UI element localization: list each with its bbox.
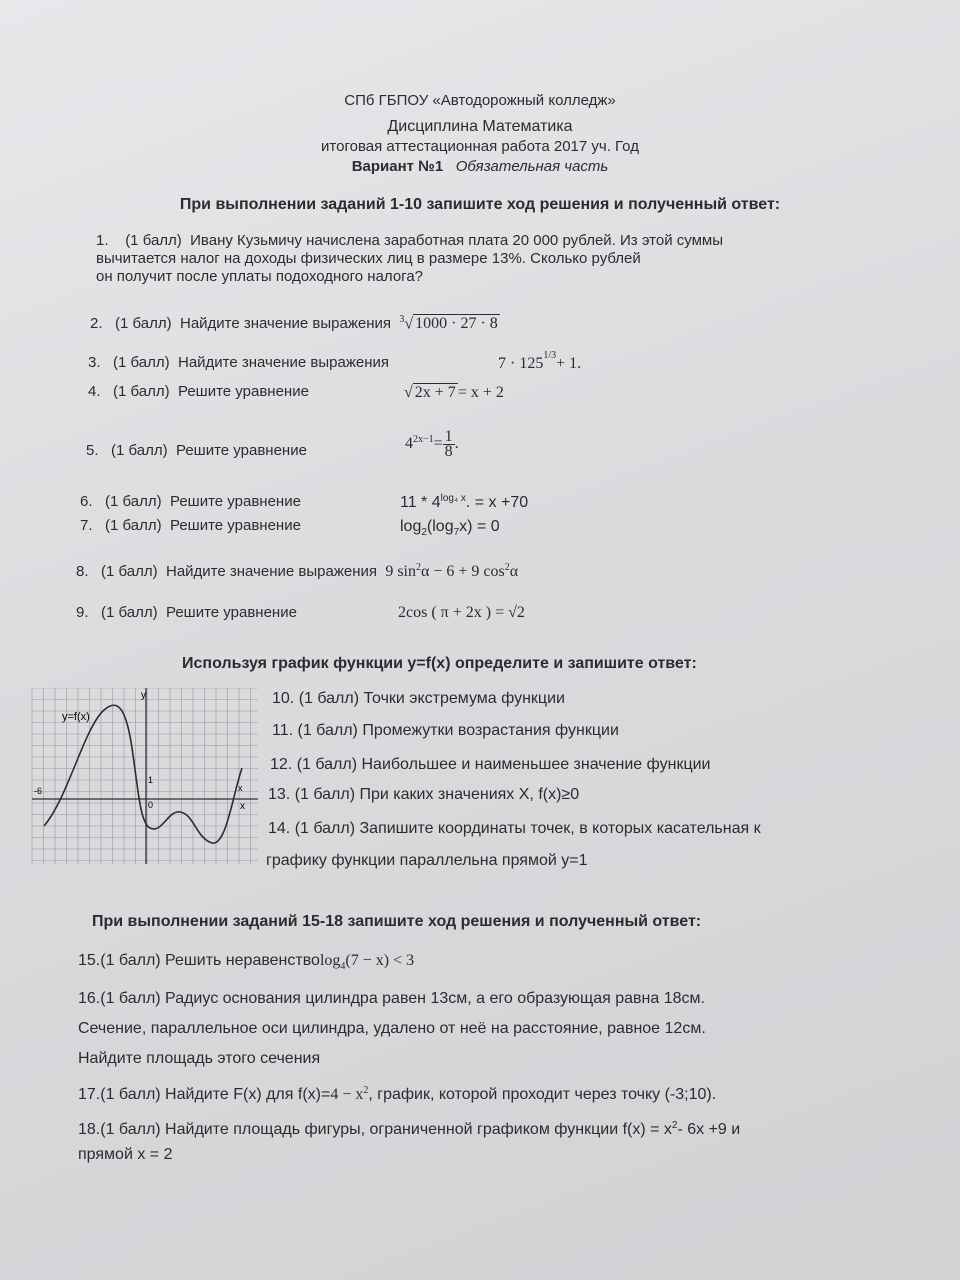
function-graph <box>28 688 260 864</box>
task-points: (1 балл) <box>105 517 162 534</box>
root-index: 3 <box>399 314 405 325</box>
denominator: 8 <box>444 443 453 460</box>
exponent: log₄ x <box>440 493 466 504</box>
task-2 <box>90 314 500 333</box>
equals: = <box>433 435 443 453</box>
task-number: 1. <box>96 232 109 249</box>
task-17 <box>78 1085 716 1104</box>
task-text: Найдите значение выражения <box>165 563 377 581</box>
task-16-line2: Сечение, параллельное оси цилиндра, удалено от неё на расстояние, равное 12см. <box>78 1020 706 1037</box>
exponent: 2x−1 <box>413 433 434 445</box>
power: 2 <box>671 1120 678 1131</box>
task-3 <box>88 354 389 371</box>
sin-power: 2 <box>416 562 421 573</box>
task-text-tail: - 6x +9 и <box>677 1121 741 1139</box>
function-curve <box>44 705 242 843</box>
task-15 <box>78 952 414 972</box>
inequality-tail: (7 − x) < 3 <box>345 952 415 969</box>
task-points: (1 балл) <box>101 563 158 581</box>
task-1-line3: он получит после уплаты подоходного налога? <box>96 268 423 285</box>
task-9 <box>76 604 297 621</box>
task-text: Решите уравнение <box>175 442 307 459</box>
cube-root-expression: $^3$√ 1000 · 27 · 8 <box>399 314 498 333</box>
task-4 <box>88 383 309 400</box>
log-outer: log <box>400 518 422 535</box>
task-number: 8. <box>76 563 89 581</box>
radicand: 1000 · 27 · 8 <box>415 315 498 333</box>
task-points: (1 балл) <box>125 232 182 249</box>
power: 2 <box>363 1085 369 1096</box>
cos-term: α − 6 + 9 cos <box>421 563 505 581</box>
task-text: 15.(1 балл) Решить неравенство <box>78 952 320 969</box>
task-14: 14. (1 балл) Запишите координаты точек, в которых касательная к <box>268 820 761 837</box>
log-inner: (log <box>426 518 454 535</box>
task-text-tail: , график, которой проходит через точку (-3;10). <box>368 1086 717 1104</box>
numerator: 1 <box>444 428 453 445</box>
rhs: = x + 2 <box>457 384 504 401</box>
y-axis-label: y <box>141 690 146 701</box>
variant-line <box>0 158 960 176</box>
section1-title: При выполнении заданий 1-10 запишите ход решения и полученный ответ: <box>179 196 781 213</box>
task-text: Решите уравнение <box>169 493 301 510</box>
fraction <box>443 430 455 459</box>
task-text: 17.(1 балл) Найдите F(x) для f(x)= <box>78 1086 331 1104</box>
task-text: 18.(1 балл) Найдите площадь фигуры, ограниченной графиком функции f(x) = x <box>78 1121 672 1139</box>
work-title: итоговая аттестационная работа 2017 уч. Год <box>321 138 639 155</box>
exp-numerator: 1 <box>543 350 549 361</box>
task-points: (1 балл) <box>113 383 170 400</box>
task-5-expression <box>405 430 459 459</box>
task-number: 2. <box>90 315 103 333</box>
radicand: 2x + 7 <box>414 384 456 401</box>
function-expression <box>330 1085 368 1104</box>
task-number: 9. <box>76 604 89 621</box>
task-number: 4. <box>88 383 101 400</box>
section3-title: При выполнении заданий 15-18 запишите ход решения и полученный ответ: <box>92 913 702 930</box>
neg-tick-label: -6 <box>34 786 43 796</box>
log: log <box>319 952 341 969</box>
expr-tail: + 1. <box>556 355 582 373</box>
task-points: (1 балл) <box>105 493 162 510</box>
section2-title: Используя график функции y=f(x) определите и запишите ответ: <box>182 655 697 672</box>
lhs: 11 * 4 <box>400 494 441 512</box>
task-6-expression <box>400 493 528 512</box>
task-10: 10. (1 балл) Точки экстремума функции <box>272 690 565 707</box>
task-points: (1 балл) <box>111 442 168 459</box>
task-18-line2: прямой x = 2 <box>78 1146 173 1163</box>
task-5 <box>86 442 307 459</box>
task-text: Решите уравнение <box>165 604 297 621</box>
task-7 <box>80 517 301 534</box>
log-base: 4 <box>340 961 346 973</box>
x-axis-label: x <box>240 801 245 812</box>
trig-expression <box>385 562 518 581</box>
task-text: Решите уравнение <box>177 383 309 400</box>
unit-label: 1 <box>148 775 154 785</box>
task-number: 6. <box>80 493 93 510</box>
task-number: 5. <box>86 442 99 459</box>
task-text: Найдите значение выражения <box>177 354 389 371</box>
task-7-expression <box>400 518 500 538</box>
log-outer-base: 2 <box>421 527 427 539</box>
task-11: 11. (1 балл) Промежутки возрастания функции <box>272 722 619 739</box>
task-1-line2: вычитается налог на доходы физических лиц в размере 13%. Сколько рублей <box>96 250 641 267</box>
alpha: α <box>509 563 519 581</box>
tail: . <box>454 435 459 453</box>
task-points: (1 балл) <box>101 604 158 621</box>
task-text: Ивану Кузьмичу начислена заработная плата 20 000 рублей. Из этой суммы <box>190 232 723 249</box>
task-3-expression: $7 \cdot 125^{1/3}+ 1$. <box>498 350 582 373</box>
task-text: Решите уравнение <box>169 517 301 534</box>
sin-term: 9 sin <box>385 563 416 581</box>
base: 4 <box>405 435 413 453</box>
variant-label: Вариант №1 <box>351 158 444 175</box>
task-18 <box>78 1120 740 1139</box>
task-9-expression: 2cos ( π + 2x ) = √2 <box>398 604 525 621</box>
task-16-line3: Найдите площадь этого сечения <box>78 1050 321 1067</box>
log-inner-base: 7 <box>453 527 460 539</box>
task-12: 12. (1 балл) Наибольшее и наименьшее значение функции <box>270 756 711 773</box>
task-13: 13. (1 балл) При каких значениях Х, f(x)≥0 <box>268 786 580 803</box>
task-6 <box>80 493 301 510</box>
task-4-expression: √ 2x + 7= x + 2 <box>404 384 504 401</box>
expr-base: 7 · 125 <box>498 355 544 373</box>
rhs: . = x +70 <box>465 494 529 512</box>
cos-power: 2 <box>504 562 510 573</box>
discipline-title: Дисциплина Математика <box>387 118 573 135</box>
task-points: (1 балл) <box>115 315 172 333</box>
origin-label: 0 <box>148 800 154 810</box>
task-number: 3. <box>88 354 101 371</box>
task-points: (1 балл) <box>113 354 170 371</box>
function-label: y=f(x) <box>62 711 90 723</box>
log-inequality <box>320 952 414 972</box>
task-number: 7. <box>80 517 93 534</box>
task-text: Найдите значение выражения <box>179 315 391 333</box>
exp-denominator: 3 <box>551 350 557 361</box>
x-tick-label: x <box>238 783 243 793</box>
task-16: 16.(1 балл) Радиус основания цилиндра равен 13см, а его образующая равна 18см. <box>78 990 705 1007</box>
task-14-line2: графику функции параллельна прямой y=1 <box>266 852 588 869</box>
part-label: Обязательная часть <box>455 158 609 175</box>
equation-tail: x) = 0 <box>459 518 500 535</box>
institution-name: СПб ГБПОУ «Автодорожный колледж» <box>344 92 616 109</box>
expr: 4 − x <box>330 1086 364 1104</box>
task-8 <box>76 562 518 581</box>
task-1 <box>96 232 723 249</box>
